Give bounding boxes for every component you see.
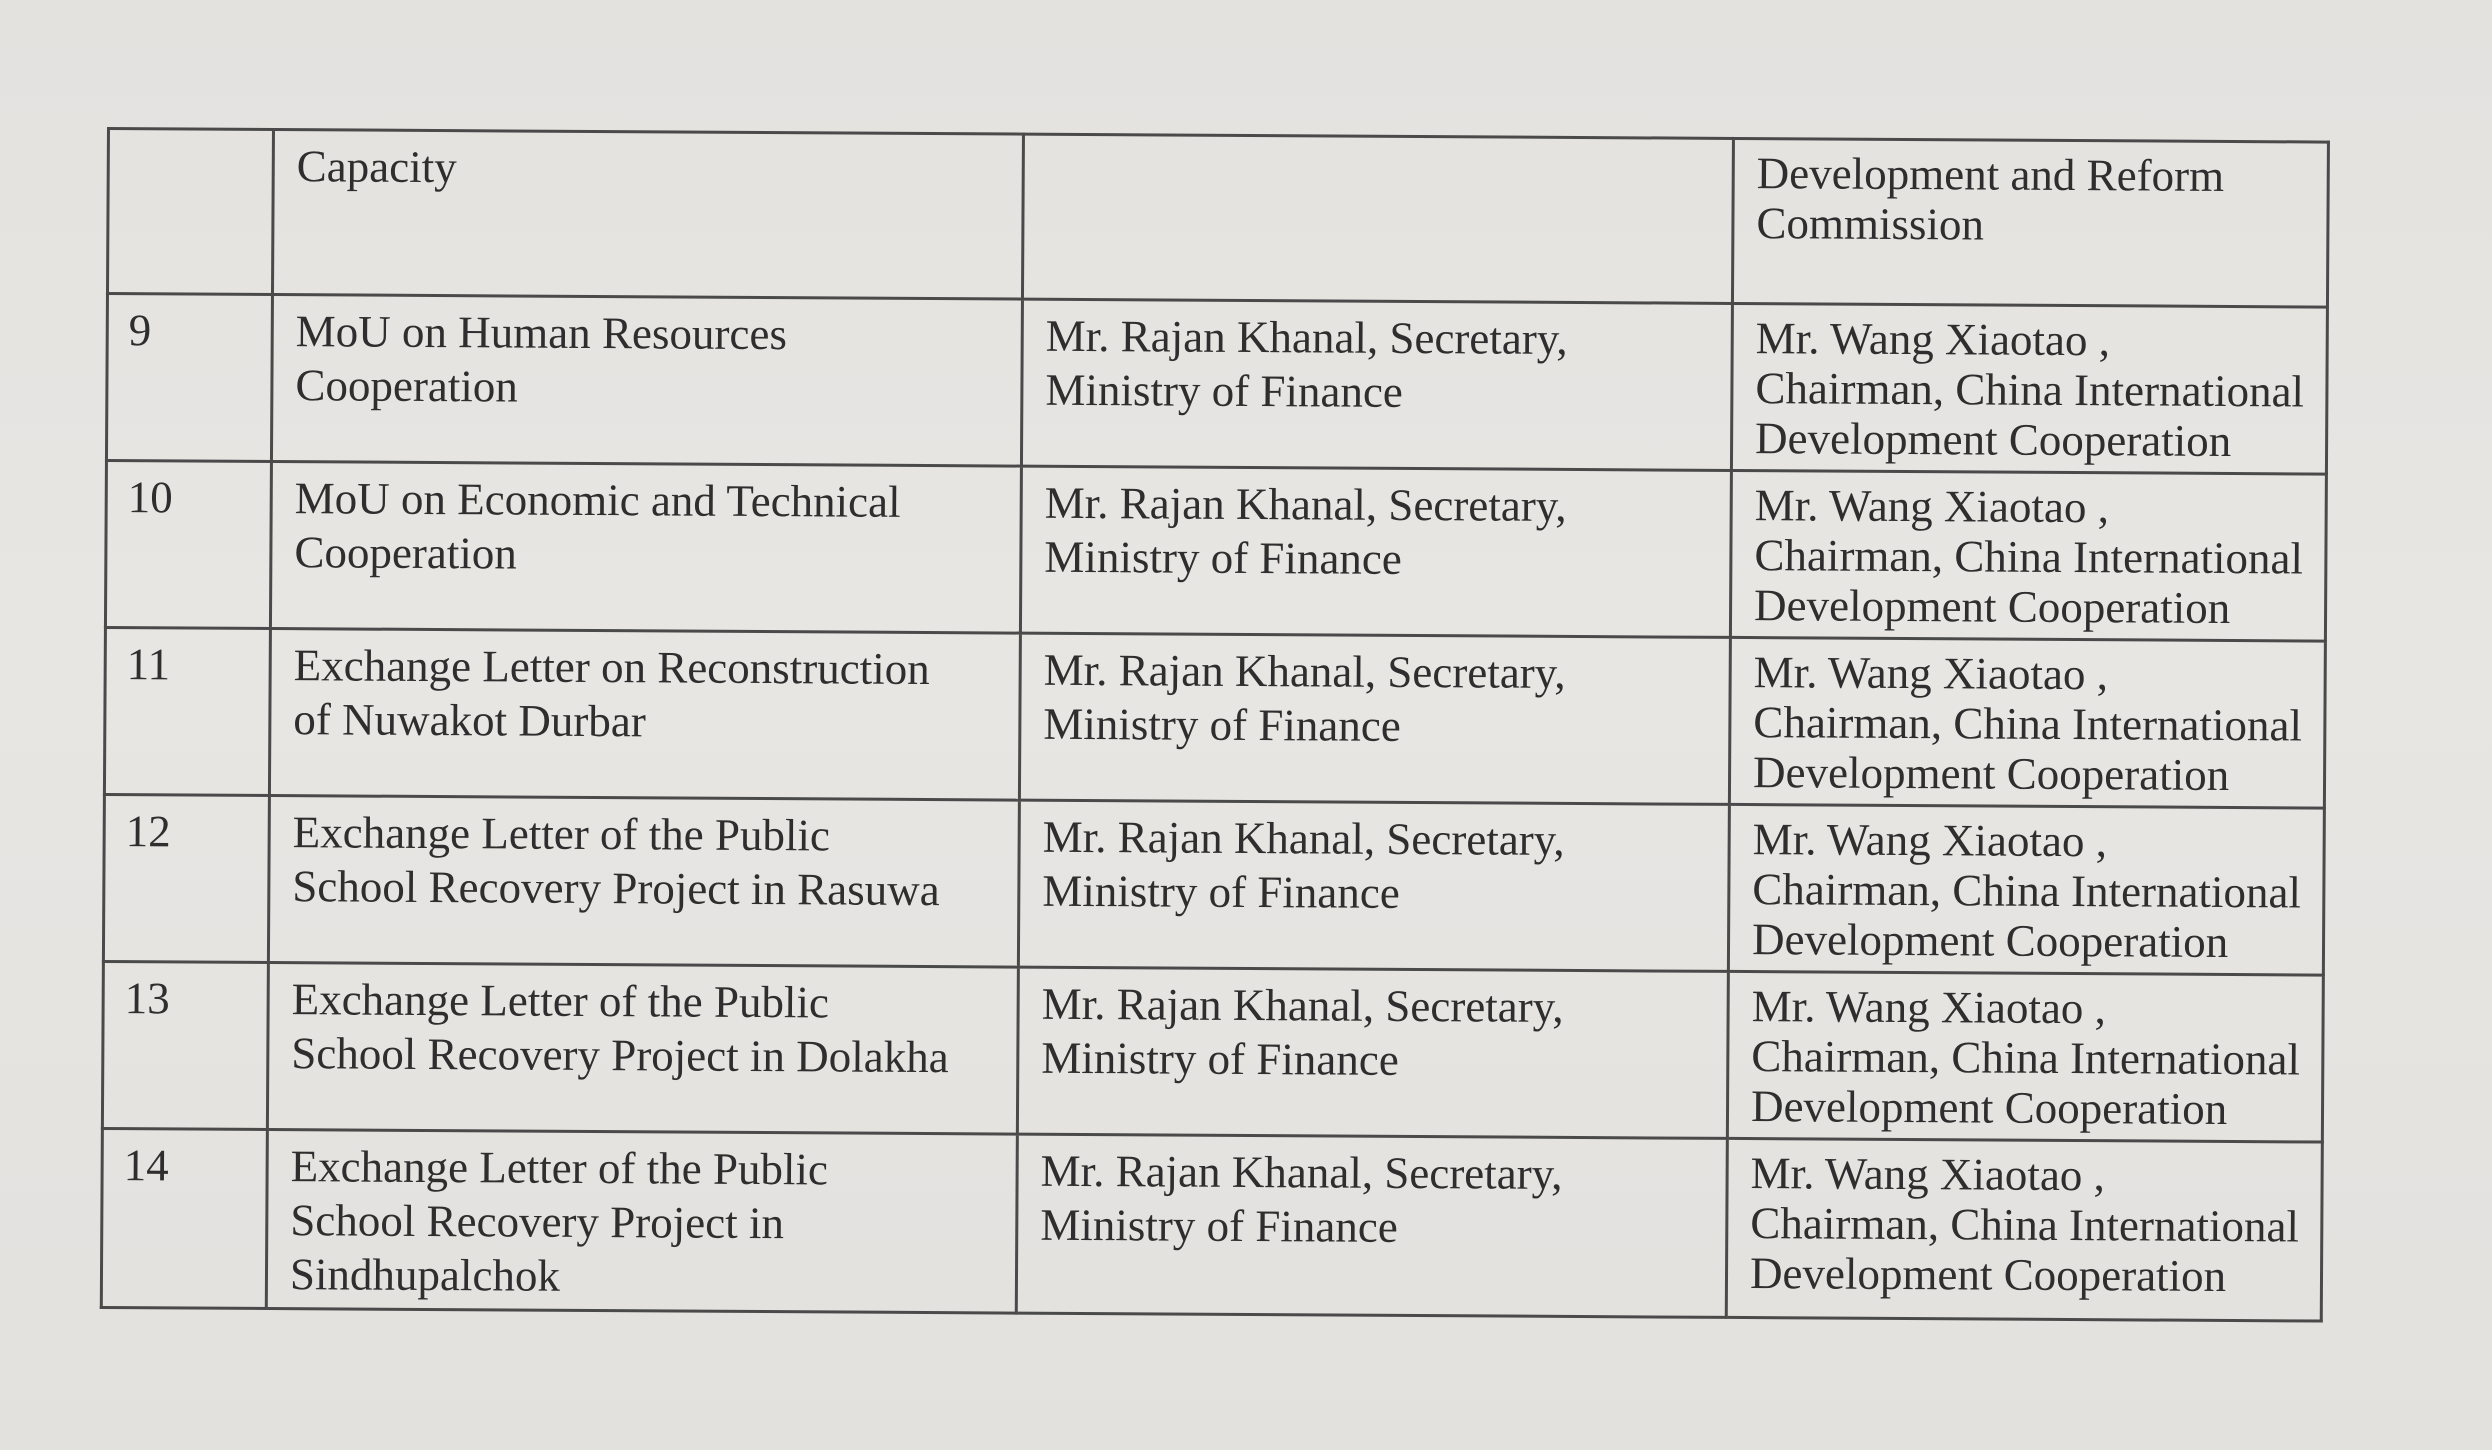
nepal-signatory-cell: Mr. Rajan Khanal, Secretary, Ministry of Finance bbox=[1017, 967, 1728, 1138]
header-number-cell bbox=[107, 129, 273, 295]
nepal-signatory-cell: Mr. Rajan Khanal, Secretary, Ministry of Finance bbox=[1018, 800, 1729, 971]
header-commission-cell: Development and Reform Commission bbox=[1732, 138, 2328, 307]
nepal-signatory-cell: Mr. Rajan Khanal, Secretary, Ministry of Finance bbox=[1021, 299, 1732, 470]
china-signatory-cell: Mr. Wang Xiaotao , Chairman, China International Development Cooperation bbox=[1726, 1138, 2322, 1321]
row-number: 10 bbox=[105, 461, 271, 629]
china-signatory-cell: Mr. Wang Xiaotao , Chairman, China International Development Cooperation bbox=[1731, 303, 2327, 474]
table-row bbox=[106, 294, 2327, 475]
agreements-table bbox=[100, 127, 2330, 1323]
table-row bbox=[103, 794, 2324, 975]
table-header-row bbox=[107, 129, 2328, 308]
china-signatory-cell: Mr. Wang Xiaotao , Chairman, China International Development Cooperation bbox=[1729, 637, 2325, 808]
instrument-cell: MoU on Human Resources Cooperation bbox=[271, 295, 1022, 467]
instrument-cell: Exchange Letter of the Public School Recovery Project in Sindhupalchok bbox=[266, 1129, 1017, 1313]
nepal-signatory-cell: Mr. Rajan Khanal, Secretary, Ministry of Finance bbox=[1016, 1134, 1727, 1317]
row-number: 11 bbox=[104, 627, 270, 795]
instrument-cell: Exchange Letter of the Public School Recovery Project in Dolakha bbox=[267, 963, 1018, 1135]
instrument-cell: Exchange Letter on Reconstruction of Nuwakot Durbar bbox=[269, 629, 1020, 801]
row-number: 9 bbox=[106, 294, 272, 462]
china-signatory-cell: Mr. Wang Xiaotao , Chairman, China International Development Cooperation bbox=[1727, 971, 2323, 1142]
row-number: 13 bbox=[102, 961, 268, 1129]
table-row bbox=[105, 461, 2326, 642]
instrument-cell: MoU on Economic and Technical Cooperation bbox=[270, 462, 1021, 634]
table-row bbox=[104, 627, 2325, 808]
nepal-signatory-cell: Mr. Rajan Khanal, Secretary, Ministry of Finance bbox=[1019, 633, 1730, 804]
table-row bbox=[101, 1128, 2322, 1321]
header-capacity-cell: Capacity bbox=[272, 130, 1023, 300]
nepal-signatory-cell: Mr. Rajan Khanal, Secretary, Ministry of Finance bbox=[1020, 466, 1731, 637]
china-signatory-cell: Mr. Wang Xiaotao , Chairman, China International Development Cooperation bbox=[1730, 470, 2326, 641]
table-row bbox=[102, 961, 2323, 1142]
row-number: 14 bbox=[101, 1128, 267, 1308]
china-signatory-cell: Mr. Wang Xiaotao , Chairman, China International Development Cooperation bbox=[1728, 804, 2324, 975]
instrument-cell: Exchange Letter of the Public School Recovery Project in Rasuwa bbox=[268, 796, 1019, 968]
header-empty-cell bbox=[1022, 134, 1733, 303]
row-number: 12 bbox=[103, 794, 269, 962]
